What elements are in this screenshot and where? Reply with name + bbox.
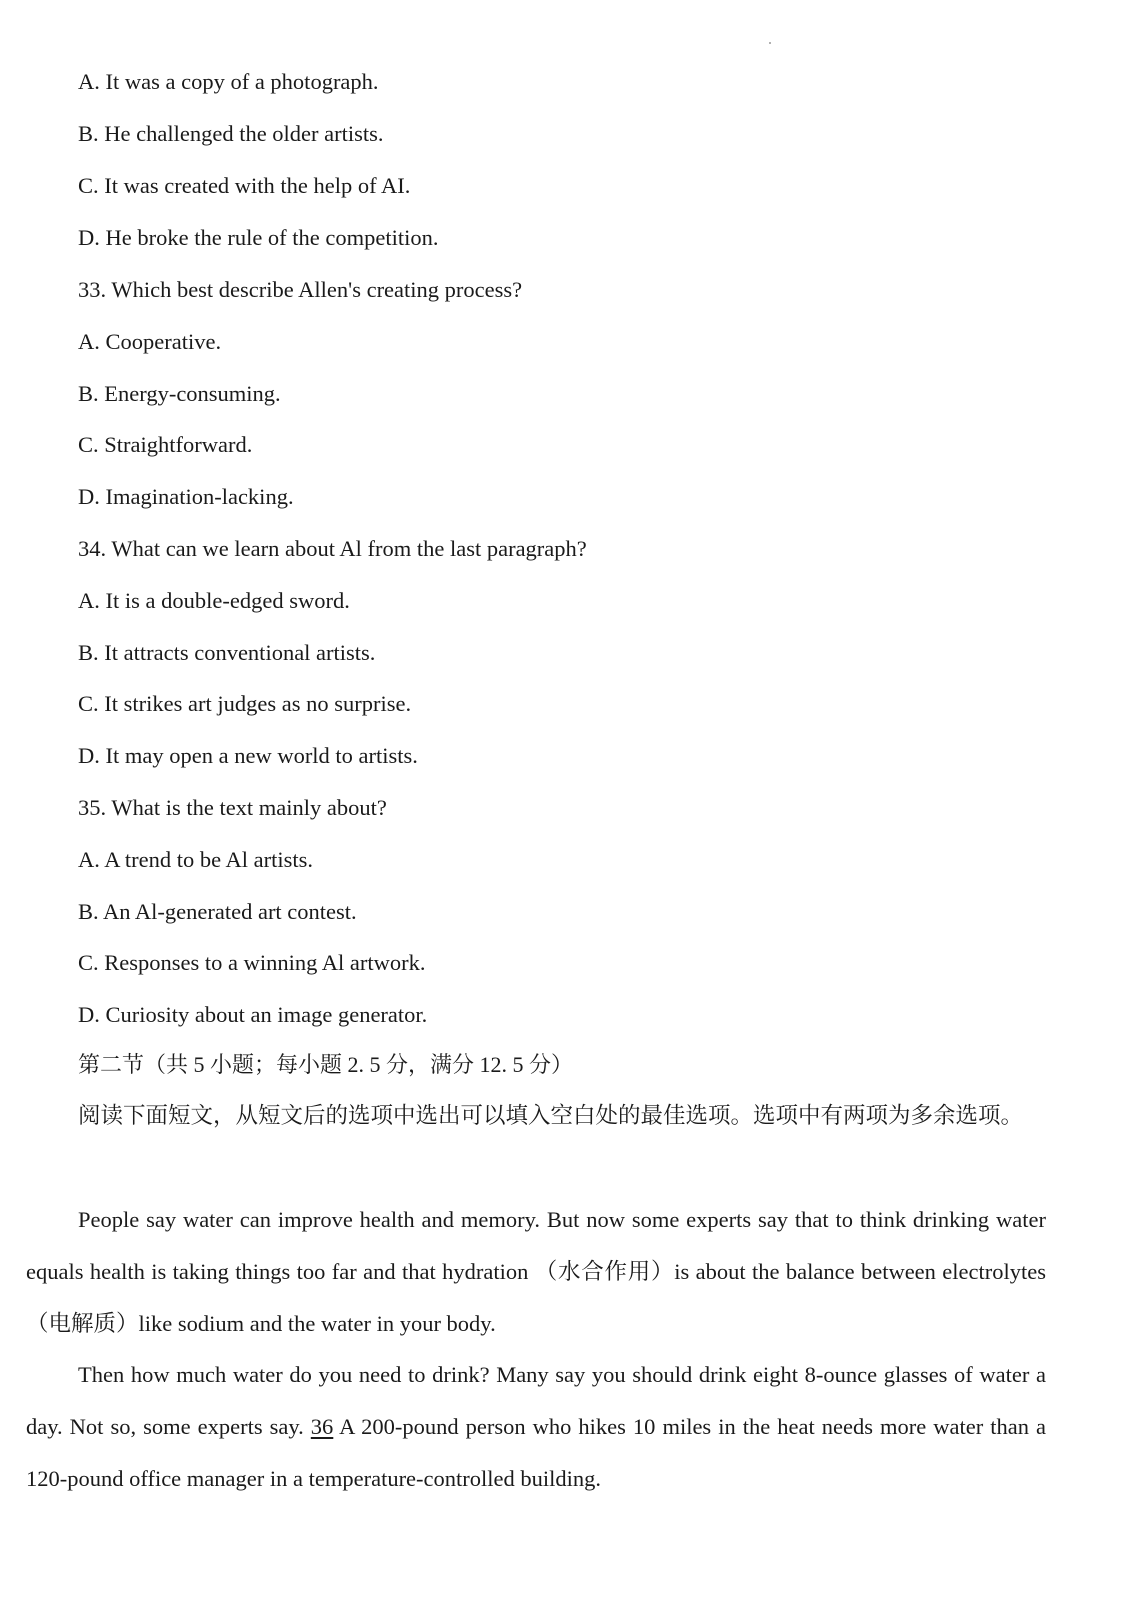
q34-option-a: A. It is a double-edged sword. — [78, 588, 350, 613]
section-two-title: 第二节（共 5 小题；每小题 2. 5 分，满分 12. 5 分） — [78, 1052, 574, 1077]
q33-stem: 33. Which best describe Allen's creating process? — [78, 277, 523, 302]
q35-option-a: A. A trend to be Al artists. — [78, 847, 313, 872]
q33-option-c: C. Straightforward. — [78, 432, 253, 457]
q32-option-a: A. It was a copy of a photograph. — [78, 69, 379, 94]
q33-option-b: B. Energy-consuming. — [78, 381, 281, 406]
q34-option-b: B. It attracts conventional artists. — [78, 640, 376, 665]
q35-option-d: D. Curiosity about an image generator. — [78, 1002, 428, 1027]
q35-option-c: C. Responses to a winning Al artwork. — [78, 950, 426, 975]
scan-speck — [769, 42, 771, 44]
section-two-instruction: 阅读下面短文，从短文后的选项中选出可以填入空白处的最佳选项。选项中有两项为多余选项。 — [78, 1103, 1024, 1128]
q33-option-a: A. Cooperative. — [78, 329, 222, 354]
q34-stem: 34. What can we learn about Al from the last paragraph? — [78, 536, 587, 561]
passage-paragraph-1: People say water can improve health and memory. But now some experts say that to think drinking water equals health is taking things too far and that hydration （水合作用）is about the balance between electrolytes （电解质）like sodium and the water in your body. — [26, 1207, 1046, 1336]
q33-option-d: D. Imagination-lacking. — [78, 484, 294, 509]
q32-option-d: D. He broke the rule of the competition. — [78, 225, 439, 250]
q32-option-c: C. It was created with the help of AI. — [78, 173, 411, 198]
q34-option-c: C. It strikes art judges as no surprise. — [78, 691, 412, 716]
paragraph-2-before-blank: Then how much water do you need to drink? Many say you should drink eight 8-ounce glasses of water a day. Not so, some experts say. — [26, 1362, 1046, 1439]
paragraph-2-after-blank: A 200-pound person who hikes 10 miles in the heat needs more water than a 120-pound office manager in a temperature-controlled building. — [26, 1414, 1046, 1491]
q32-option-b: B. He challenged the older artists. — [78, 121, 384, 146]
q35-option-b: B. An Al-generated art contest. — [78, 899, 357, 924]
passage-paragraph-2 — [26, 1349, 1046, 1505]
blank-36: 36 — [310, 1414, 334, 1439]
q35-stem: 35. What is the text mainly about? — [78, 795, 387, 820]
q34-option-d: D. It may open a new world to artists. — [78, 743, 418, 768]
